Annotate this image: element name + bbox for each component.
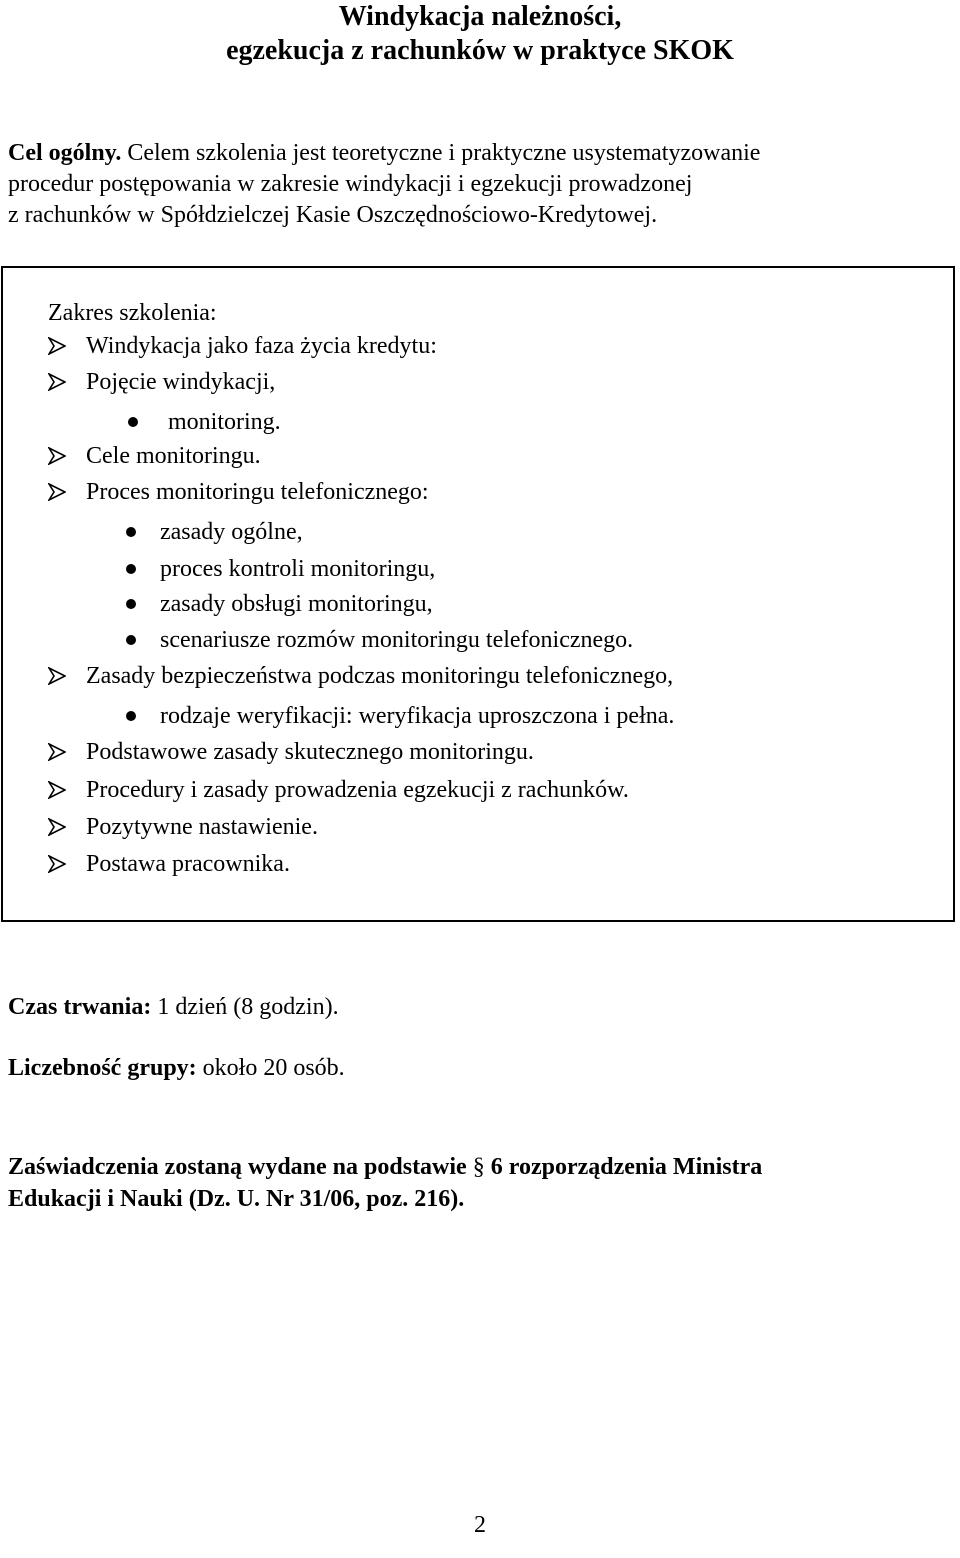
goal-text-line-1: Celem szkolenia jest teoretyczne i praktyczne usystematyzowanie [127, 140, 761, 166]
certificate-note [8, 1151, 948, 1215]
scope-subitem-text: scenariusze rozmów monitoringu telefonicznego. [160, 627, 634, 653]
scope-heading: Zakres szkolenia: [48, 300, 217, 326]
scope-subitem-text: rodzaje weryfikacji: weryfikacja uproszczona i pełna. [160, 703, 675, 729]
arrowhead-bullet-icon [48, 855, 66, 873]
arrowhead-bullet-icon [48, 743, 66, 761]
title-line-1: Windykacja należności, [338, 1, 622, 32]
scope-item-text: Postawa pracownika. [86, 851, 290, 877]
document-title [0, 0, 960, 68]
scope-subitem-text: monitoring. [168, 409, 281, 435]
scope-subitem-text: zasady obsługi monitoringu, [160, 591, 433, 617]
certificate-text-1: Zaświadczenia zostaną wydane na podstawie [8, 1154, 467, 1180]
group-size-value: około 20 osób. [196, 1055, 345, 1081]
bullet-dot-icon [126, 599, 136, 609]
bullet-dot-icon [128, 417, 138, 427]
goal-text-line-3: z rachunków w Spółdzielczej Kasie Oszczędnościowo-Kredytowej. [8, 202, 658, 228]
arrowhead-bullet-icon [48, 373, 66, 391]
arrowhead-bullet-icon [48, 447, 66, 465]
group-size-label: Liczebność grupy: [8, 1055, 197, 1081]
group-size-line [8, 1053, 345, 1084]
scope-item-text: Cele monitoringu. [86, 443, 261, 469]
certificate-text-3: Edukacji i Nauki (Dz. U. Nr 31/06, poz. 216). [8, 1186, 465, 1212]
arrowhead-bullet-icon [48, 667, 66, 685]
scope-item-text: Proces monitoringu telefonicznego: [86, 479, 429, 505]
duration-line [8, 992, 339, 1023]
arrowhead-bullet-icon [48, 781, 66, 799]
goal-label: Cel ogólny. [8, 140, 122, 166]
scope-item-text: Windykacja jako faza życia kredytu: [86, 333, 437, 359]
bullet-dot-icon [126, 635, 136, 645]
general-goal-paragraph [8, 138, 948, 231]
duration-value: 1 dzień (8 godzin). [151, 994, 339, 1020]
certificate-text-2: 6 rozporządzenia Ministra [490, 1154, 763, 1180]
duration-label: Czas trwania: [8, 994, 152, 1020]
scope-item-text: Zasady bezpieczeństwa podczas monitoringu telefonicznego, [86, 663, 674, 689]
scope-item-text: Procedury i zasady prowadzenia egzekucji z rachunków. [86, 777, 629, 803]
scope-subitem-text: zasady ogólne, [160, 519, 303, 545]
page-number: 2 [474, 1512, 486, 1538]
arrowhead-bullet-icon [48, 337, 66, 355]
bullet-dot-icon [126, 564, 136, 574]
arrowhead-bullet-icon [48, 483, 66, 501]
goal-text-line-2: procedur postępowania w zakresie windykacji i egzekucji prowadzonej [8, 171, 693, 197]
scope-item-text: Pojęcie windykacji, [86, 369, 276, 395]
scope-subitem-text: proces kontroli monitoringu, [160, 556, 436, 582]
title-line-2: egzekucja z rachunków w praktyce SKOK [226, 35, 734, 66]
scope-item-text: Pozytywne nastawienie. [86, 814, 318, 840]
bullet-dot-icon [126, 527, 136, 537]
bullet-dot-icon [126, 711, 136, 721]
arrowhead-bullet-icon [48, 818, 66, 836]
scope-item-text: Podstawowe zasady skutecznego monitoringu. [86, 739, 534, 765]
section-sign: § [472, 1154, 485, 1180]
